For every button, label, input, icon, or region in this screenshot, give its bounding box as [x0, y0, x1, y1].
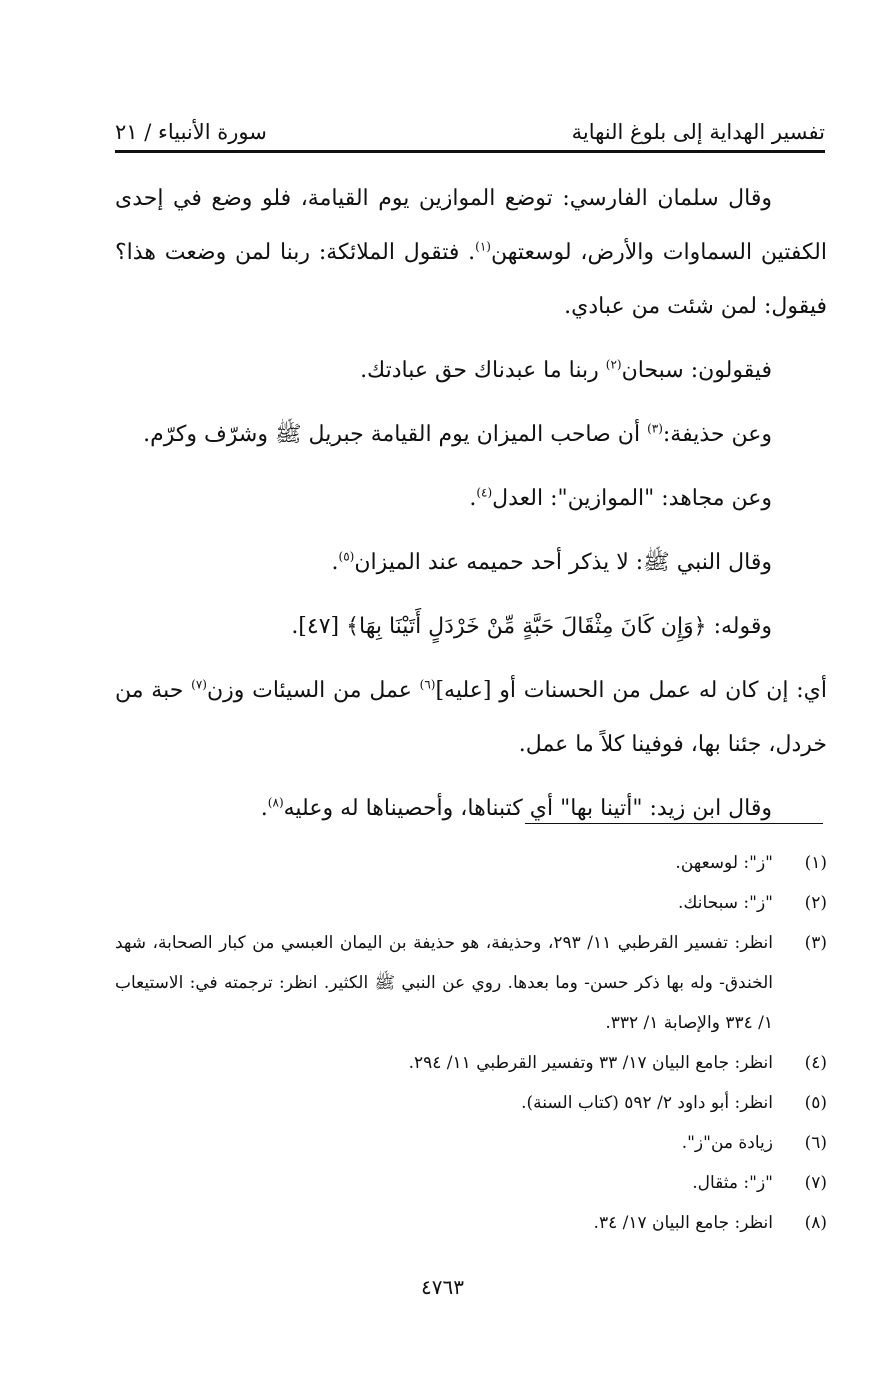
footnotes	[115, 843, 827, 1243]
paragraph-7: أي: إن كان له عمل من الحسنات أو [عليه]$^{(٦)}$ عمل من السيئات وزن$^{(٧)}$ حبة من خردل، جئنا بها، فوفينا كلاً ما عمل.	[115, 677, 827, 757]
footnote-item	[115, 1123, 827, 1163]
footnote-text: انظر: جامع البيان ١٧/ ٣٤.	[593, 1213, 773, 1233]
footnote-ref-5: (٥)	[338, 549, 355, 564]
header-rule	[115, 150, 825, 153]
footnote-ref-1: (١)	[475, 239, 491, 254]
quran-verse: ﴿وَإِن كَانَ مِثْقَالَ حَبَّةٍ مِّنْ خَرْدَلٍ أَتَيْنَا بِهَا﴾	[346, 614, 707, 639]
surah-label: سورة الأنبياء / ٢١	[115, 120, 267, 144]
footnote-number: (٦)	[804, 1133, 827, 1153]
paragraph-4: وعن مجاهد: "الموازين": العدل$^{(٤)}$.	[469, 485, 772, 511]
paragraph-6: وقوله: ﴿وَإِن كَانَ مِثْقَالَ حَبَّةٍ مِّنْ خَرْدَلٍ أَتَيْنَا بِهَا﴾ [٤٧].	[291, 614, 772, 639]
footnote-item	[115, 923, 827, 1043]
footnote-item	[115, 1203, 827, 1243]
page-number: ٤٧٦٣	[421, 1275, 464, 1299]
footnote-ref-4: (٤)	[476, 485, 493, 500]
footnote-text: انظر: تفسير القرطبي ١١/ ٢٩٣، وحذيفة، هو حذيفة بن اليمان العبسي من كبار الصحابة، شهد الخندق- وله بها ذكر حسن- وما بعدها. روي عن النبي ﷺ الكثير. انظر: ترجمته في: الاستيعاب ١/ ٣٣٤ والإصابة ١/ ٣٣٢.	[115, 933, 773, 1033]
running-header	[115, 112, 825, 152]
footnote-ref-2: (٢)	[605, 357, 622, 372]
footnote-item	[115, 1083, 827, 1123]
footnote-item	[115, 843, 827, 883]
footnote-number: (٤)	[804, 1053, 827, 1073]
footnote-number: (٢)	[804, 893, 827, 913]
paragraph-5: وقال النبي ﷺ: لا يذكر أحد حميمه عند الميزان$^{(٥)}$.	[331, 549, 772, 575]
footnote-text: "ز": سبحانك.	[678, 893, 773, 913]
footnote-number: (٥)	[804, 1093, 827, 1113]
footnote-number: (٧)	[804, 1173, 827, 1193]
footnote-number: (١)	[804, 853, 827, 873]
footnote-ref-8: (٨)	[267, 795, 284, 810]
footnote-item	[115, 1043, 827, 1083]
footnote-item	[115, 1163, 827, 1203]
footnote-text: انظر: أبو داود ٢/ ٥٩٢ (كتاب السنة).	[521, 1093, 773, 1113]
paragraph-2: فيقولون: سبحان$^{(٢)}$ ربنا ما عبدناك حق عبادتك.	[360, 357, 772, 383]
footnote-number: (٨)	[804, 1213, 827, 1233]
footnote-ref-3: (٣)	[647, 421, 663, 436]
book-title: تفسير الهداية إلى بلوغ النهاية	[571, 120, 825, 144]
footnote-separator	[525, 823, 823, 824]
footnote-text: زيادة من"ز".	[681, 1133, 773, 1153]
footnote-text: "ز": مثقال.	[692, 1173, 773, 1193]
main-text	[115, 172, 827, 846]
paragraph-8: وقال ابن زيد: "أتينا بها" أي كتبناها، وأحصيناها له وعليه$^{(٨)}$.	[260, 795, 772, 821]
footnote-text: انظر: جامع البيان ١٧/ ٣٣ وتفسير القرطبي ١١/ ٢٩٤.	[408, 1053, 773, 1073]
footnote-ref-7: (٧)	[191, 677, 207, 692]
footnote-item	[115, 883, 827, 923]
footnote-ref-6: (٦)	[419, 677, 436, 692]
footnote-text: "ز": لوسعهن.	[675, 853, 773, 873]
paragraph-3: وعن حذيفة:$^{(٣)}$ أن صاحب الميزان يوم القيامة جبريل ﷺ وشرّف وكرّم.	[143, 421, 772, 447]
paragraph-1: وقال سلمان الفارسي: توضع الموازين يوم القيامة، فلو وضع في إحدى الكفتين السماوات والأرض، لوسعتهن$^{(١)}$. فتقول الملائكة: ربنا لمن وضعت هذا؟ فيقول: لمن شئت من عبادي.	[115, 186, 827, 319]
footnote-number: (٣)	[804, 933, 827, 953]
